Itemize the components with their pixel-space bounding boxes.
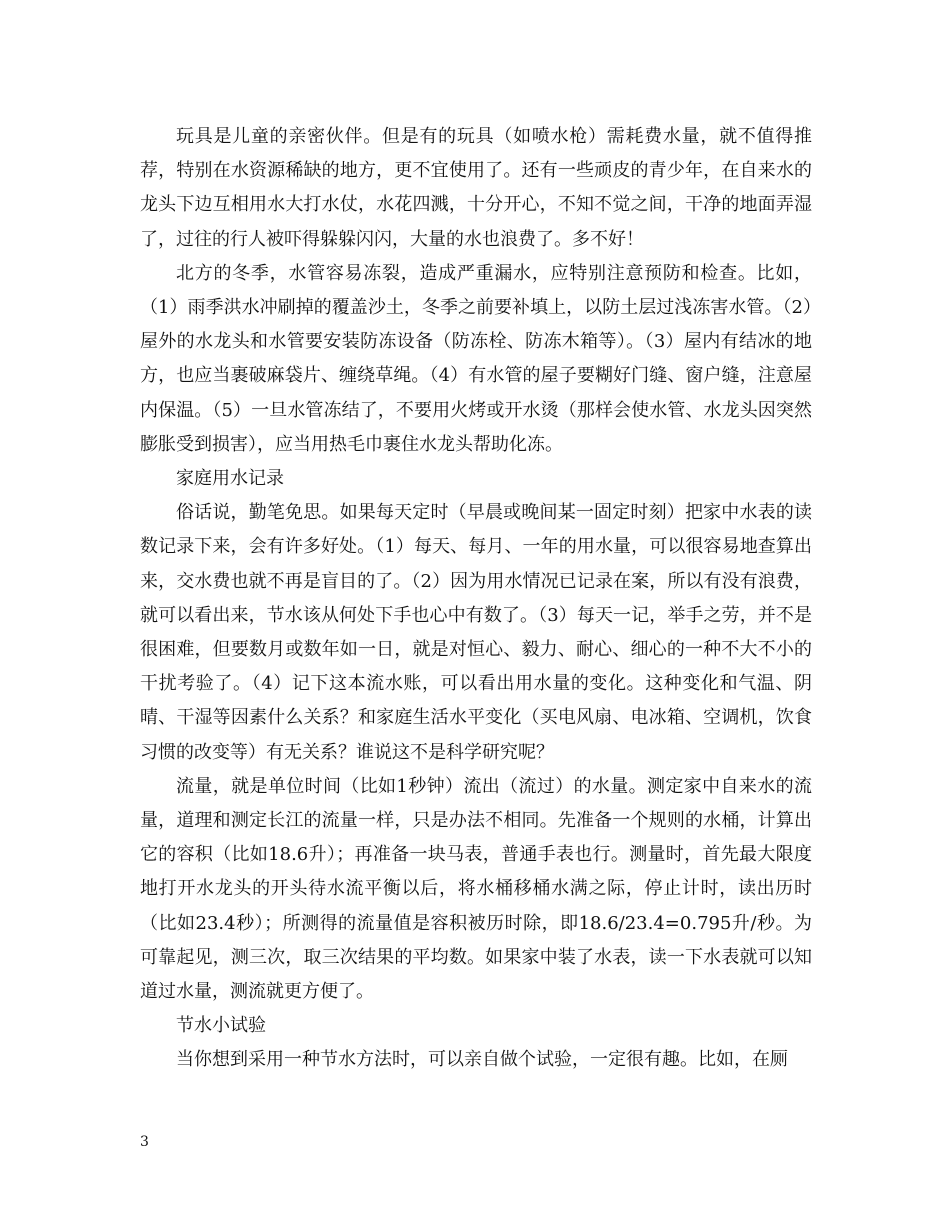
page-number: 3 xyxy=(140,1134,149,1150)
section-heading-water-saving-test: 节水小试验 xyxy=(176,1015,266,1037)
document-body xyxy=(140,120,812,1078)
paragraph-toys: 玩具是儿童的亲密伙伴。但是有的玩具（如喷水枪）需耗费水量，就不值得推荐，特别在水资源稀缺的地方，更不宜使用了。还有一些顽皮的青少年，在自来水的龙头下边互相用水大打水仗，水花四溅，十分开心，不知不觉之间，干净的地面弄湿了，过往的行人被吓得躲躲闪闪，大量的水也浪费了。多不好！ xyxy=(140,126,812,250)
paragraph-water-record: 俗话说，勤笔免思。如果每天定时（早晨或晚间某一固定时刻）把家中水表的读数记录下来，会有许多好处。（1）每天、每月、一年的用水量，可以很容易地查算出来，交水费也就不再是盲目的了。（2）因为用水情况已记录在案，所以有没有浪费，就可以看出来，节水该从何处下手也心中有数了。（3）每天一记，举手之劳，并不是很困难，但要数月或数年如一日，就是对恒心、毅力、耐心、细心的一种不大不小的干扰考验了。（4）记下这本流水账，可以看出用水量的变化。这种变化和气温、阴晴、干湿等因素什么关系？和家庭生活水平变化（买电风扇、电冰箱、空调机，饮食习惯的改变等）有无关系？谁说这不是科学研究呢？ xyxy=(140,502,812,763)
paragraph-flow-rate: 流量，就是单位时间（比如1秒钟）流出（流过）的水量。测定家中自来水的流量，道理和测定长江的流量一样，只是办法不相同。先准备一个规则的水桶，计算出它的容积（比如18.6升）；再准备一块马表，普通手表也行。测量时，首先最大限度地打开水龙头的开头待水流平衡以后，将水桶移桶水满之际，停止计时，读出历时（比如23.4秒）；所测得的流量值是容积被历时除，即18.6/23.4=0.795升/秒。为可靠起见，测三次，取三次结果的平均数。如果家中装了水表，读一下水表就可以知道过水量，测流就更方便了。 xyxy=(140,775,812,1003)
section-heading-water-record: 家庭用水记录 xyxy=(176,468,284,490)
paragraph-water-saving-test: 当你想到采用一种节水方法时，可以亲自做个试验，一定很有趣。比如，在厕 xyxy=(176,1049,788,1071)
paragraph-winter-pipes: 北方的冬季，水管容易冻裂，造成严重漏水，应特别注意预防和检查。比如，（1）雨季洪水冲刷掉的覆盖沙土，冬季之前要补填上，以防土层过浅冻害水管。（2）屋外的水龙头和水管要安装防冻设备（防冻栓、防冻木箱等）。（3）屋内有结冰的地方，也应当裹破麻袋片、缠绕草绳。（4）有水管的屋子要糊好门缝、窗户缝，注意屋内保温。（5）一旦水管冻结了，不要用火烤或开水烫（那样会使水管、水龙头因突然膨胀受到损害），应当用热毛巾裹住水龙头帮助化冻。 xyxy=(140,262,812,455)
